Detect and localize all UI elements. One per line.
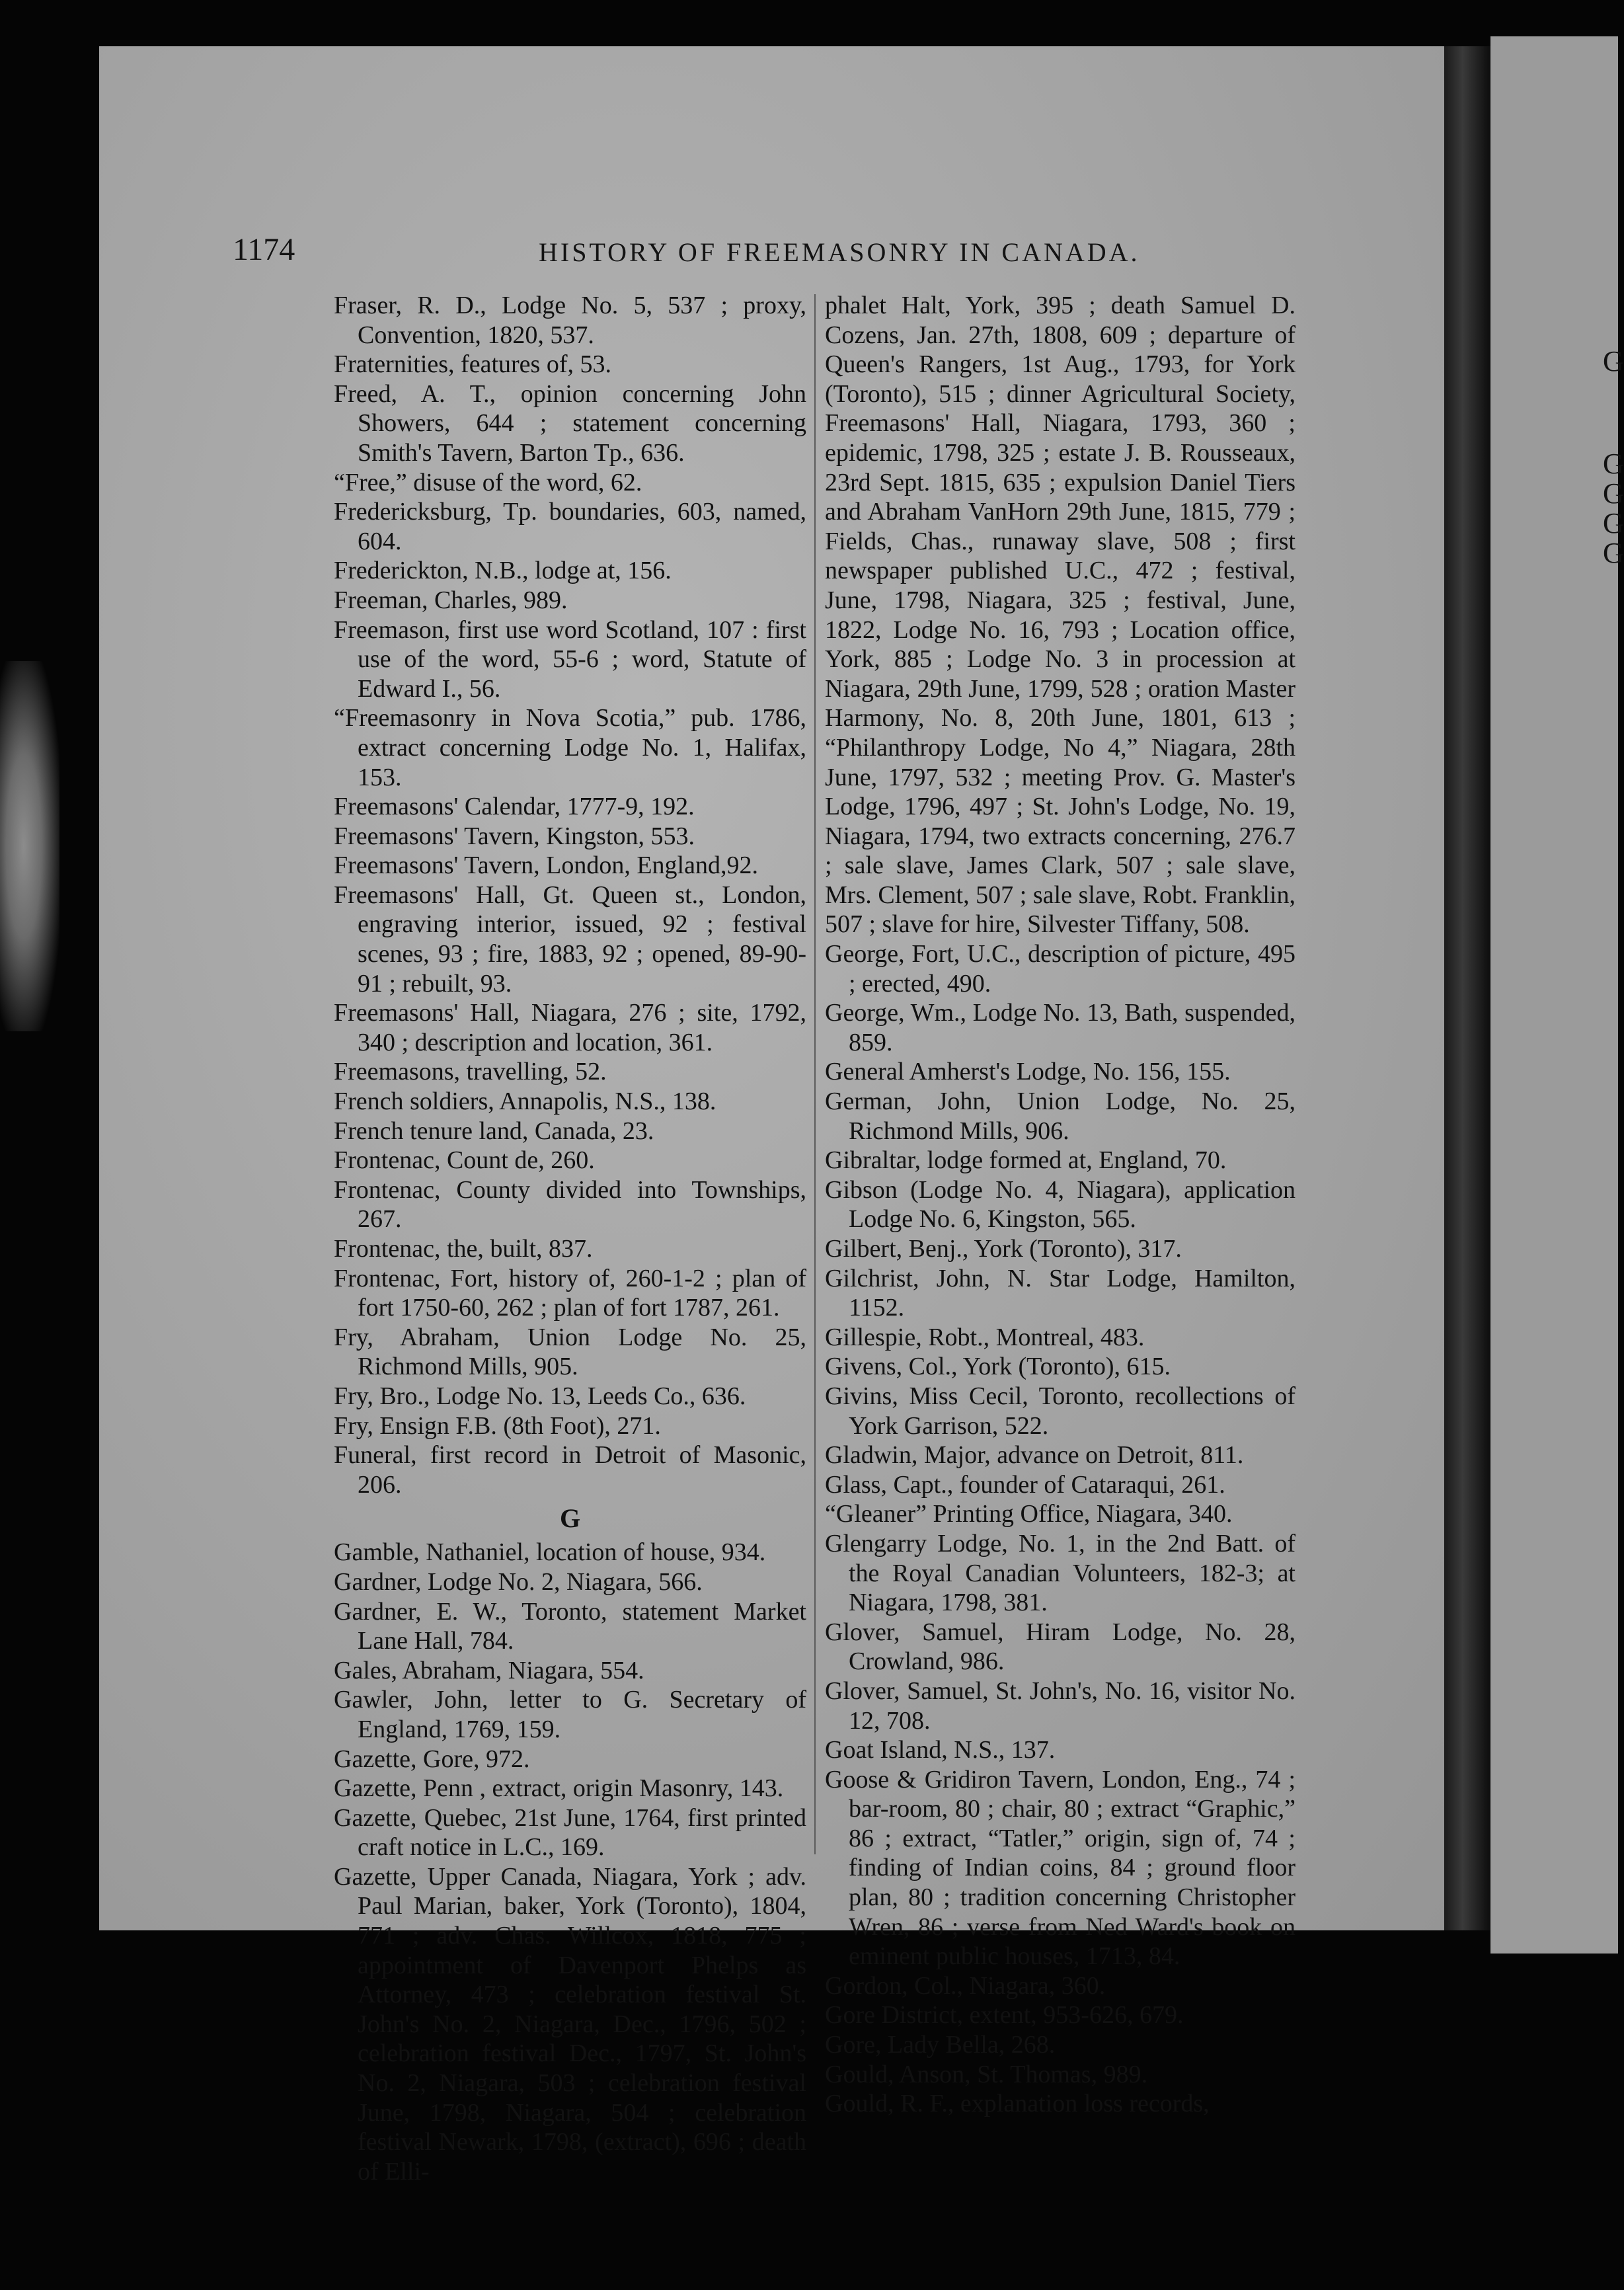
index-entry: French soldiers, Annapolis, N.S., 138. [334, 1087, 716, 1116]
index-entry: Frontenac, County divided into Townships, 267. [334, 1175, 806, 1234]
index-entry: General Amherst's Lodge, No. 156, 155. [825, 1058, 1231, 1086]
index-entry: Gillespie, Robt., Montreal, 483. [825, 1323, 1145, 1351]
book-spine [1444, 46, 1490, 1930]
index-entry: Gazette, Gore, 972. [334, 1745, 530, 1773]
index-entry: Goose & Gridiron Tavern, London, Eng., 74 ; bar-room, 80 ; chair, 80 ; extract “Graphic,” 86 ; extract, “Tatler,” origin, sign of, 74 ; finding of Indian coins, 84 ; ground floor plan, 80 ; tradition concerning Christopher Wren, 86 ; verse from Ned Ward's book on eminent public houses, 1713, 84. [825, 1765, 1295, 1971]
index-entry: Freemasons' Tavern, Kingston, 553. [334, 822, 695, 850]
section-letter: G [559, 1503, 581, 1534]
index-entry: Freemasons' Hall, Gt. Queen st., London, engraving interior, issued, 92 ; festival scenes, 93 ; fire, 1883, 92 ; opened, 89-90-91 ; rebuilt, 93. [334, 881, 806, 998]
index-entry: “Gleaner” Printing Office, Niagara, 340. [825, 1500, 1233, 1528]
index-entry: Gazette, Quebec, 21st June, 1764, first printed craft notice in L.C., 169. [334, 1803, 806, 1862]
page-number: 1174 [233, 232, 295, 267]
index-entry: Frontenac, Count de, 260. [334, 1146, 595, 1175]
facing-page-fragment: G [1603, 537, 1624, 569]
index-entry: Gardner, Lodge No. 2, Niagara, 566. [334, 1567, 703, 1596]
facing-page-fragment: G [1603, 477, 1624, 510]
index-entry: German, John, Union Lodge, No. 25, Richmond Mills, 906. [825, 1087, 1295, 1145]
index-entry: Gamble, Nathaniel, location of house, 934. [334, 1538, 766, 1567]
index-entry: Gilbert, Benj., York (Toronto), 317. [825, 1235, 1182, 1263]
page-edge-stain [0, 661, 59, 1031]
index-group-f [334, 291, 806, 1499]
index-entry: Gawler, John, letter to G. Secretary of England, 1769, 159. [334, 1686, 806, 1743]
index-group-g-continued [825, 939, 1295, 2119]
index-entry: Gilchrist, John, N. Star Lodge, Hamilton, 1152. [825, 1264, 1295, 1322]
index-entry: Fry, Abraham, Union Lodge No. 25, Richmond Mills, 905. [334, 1323, 806, 1381]
index-entry: “Free,” disuse of the word, 62. [334, 468, 642, 496]
index-entry: Freed, A. T., opinion concerning John Showers, 644 ; statement concerning Smith's Tavern, Barton Tp., 636. [334, 379, 806, 467]
index-entry: Goat Island, N.S., 137. [825, 1736, 1056, 1764]
index-entry: Freemasons' Hall, Niagara, 276 ; site, 1792, 340 ; description and location, 361. [334, 999, 806, 1056]
index-entry: Frederickton, N.B., lodge at, 156. [334, 557, 672, 585]
index-entry: Frontenac, the, built, 837. [334, 1235, 593, 1263]
index-entry: Gardner, E. W., Toronto, statement Market Lane Hall, 784. [334, 1597, 806, 1655]
index-entry: Gales, Abraham, Niagara, 554. [334, 1656, 644, 1684]
index-column-left [334, 291, 806, 2186]
facing-page-fragment: G [1603, 448, 1624, 480]
index-entry: Gibson (Lodge No. 4, Niagara), application Lodge No. 6, Kingston, 565. [825, 1175, 1295, 1234]
index-entry: Freemasons, travelling, 52. [334, 1058, 607, 1086]
index-entry: George, Wm., Lodge No. 13, Bath, suspended, 859. [825, 999, 1295, 1056]
index-entry: Funeral, first record in Detroit of Masonic, 206. [334, 1441, 806, 1499]
index-entry: George, Fort, U.C., description of picture, 495 ; erected, 490. [825, 940, 1295, 998]
index-entry: Givins, Miss Cecil, Toronto, recollections of York Garrison, 522. [825, 1382, 1295, 1440]
index-entry: Gazette, Upper Canada, Niagara, York ; adv. Paul Marian, baker, York (Toronto), 1804, 771 ; adv. Chas. Willcox, 1818, 775 ; appointment of Davenport Phelps as Attorney, 473 ; celebration festival St. John's No. 2, Niagara, Dec., 1796, 502 ; celebration festival Dec., 1797, St. John's No. 2, Niagara, 503 ; celebration festival June, 1798, Niagara, 504 ; celebration festival Newark, 1798, (extract), 696 ; death of Elli- [334, 1862, 806, 2186]
index-group-g [334, 1538, 806, 2186]
index-entry: “Freemasonry in Nova Scotia,” pub. 1786, extract concerning Lodge No. 1, Halifax, 153. [334, 704, 806, 791]
column-divider [814, 294, 816, 1854]
index-entry: Glover, Samuel, St. John's, No. 16, visitor No. 12, 708. [825, 1677, 1295, 1735]
index-entry: Gibraltar, lodge formed at, England, 70. [825, 1146, 1227, 1175]
index-entry: Gould, R. F., explanation loss records, [825, 2090, 1210, 2118]
index-entry: Frontenac, Fort, history of, 260-1-2 ; plan of fort 1750-60, 262 ; plan of fort 1787, 261. [334, 1264, 806, 1322]
index-entry: Glengarry Lodge, No. 1, in the 2nd Batt. of the Royal Canadian Volunteers, 182-3; at Niagara, 1798, 381. [825, 1529, 1295, 1617]
index-column-right [825, 291, 1295, 2119]
index-entry: Fry, Ensign F.B. (8th Foot), 271. [334, 1411, 661, 1440]
index-entry: Freemason, first use word Scotland, 107 : first use of the word, 55-6 ; word, Statute of Edward I., 56. [334, 615, 806, 703]
index-entry: Fredericksburg, Tp. boundaries, 603, named, 604. [334, 498, 806, 555]
index-entry: Fry, Bro., Lodge No. 13, Leeds Co., 636. [334, 1382, 746, 1410]
index-entry: Freemasons' Calendar, 1777-9, 192. [334, 793, 695, 821]
facing-page-edge [1490, 36, 1624, 1954]
index-entry: Glover, Samuel, Hiram Lodge, No. 28, Crowland, 986. [825, 1618, 1295, 1676]
running-head: HISTORY OF FREEMASONRY IN CANADA. [539, 237, 1140, 267]
index-entry: Gore, Lady Bella, 268. [825, 2031, 1056, 2059]
index-entry: Givens, Col., York (Toronto), 615. [825, 1353, 1171, 1381]
index-entry: Freemasons' Tavern, London, England,92. [334, 851, 758, 880]
index-entry: Gould, Anson, St. Thomas, 989. [825, 2060, 1148, 2088]
facing-page-fragment: G [1603, 345, 1624, 377]
index-entry: Fraser, R. D., Lodge No. 5, 537 ; proxy, Convention, 1820, 537. [334, 292, 806, 349]
index-entry: Gordon, Col., Niagara, 360. [825, 1971, 1106, 2000]
facing-page-fragment: G [1603, 507, 1624, 539]
index-entry: Fraternities, features of, 53. [334, 350, 611, 379]
index-entry: Gore District, extent, 953-626, 679. [825, 2001, 1184, 2030]
continued-entry: phalet Halt, York, 395 ; death Samuel D. Cozens, Jan. 27th, 1808, 609 ; departure of Queen's Rangers, 1st Aug., 1793, for York (Toronto), 515 ; dinner Agricultural Society, Freemasons' Hall, Niagara, 1793, 360 ; epidemic, 1798, 325 ; estate J. B. Rousseaux, 23rd Sept. 1815, 635 ; expulsion Daniel Tiers and Abraham VanHorn 29th June, 1815, 779 ; Fields, Chas., runaway slave, 508 ; first newspaper published U.C., 472 ; festival, June, 1798, Niagara, 325 ; festival, June, 1822, Lodge No. 16, 793 ; Location office, York, 885 ; Lodge No. 3 in procession at Niagara, 29th June, 1799, 528 ; oration Master Harmony, No. 8, 20th June, 1801, 613 ; “Philanthropy Lodge, No 4,” Niagara, 28th June, 1797, 532 ; meeting Prov. G. Master's Lodge, 1796, 497 ; St. John's Lodge, No. 19, Niagara, 1794, two extracts concerning, 276.7 ; sale slave, James Clark, 507 ; sale slave, Mrs. Clement, 507 ; sale slave, Robt. Franklin, 507 ; slave for hire, Silvester Tiffany, 508. [825, 292, 1295, 939]
index-entry: Freeman, Charles, 989. [334, 586, 568, 614]
index-entry: French tenure land, Canada, 23. [334, 1117, 654, 1145]
index-entry: Gazette, Penn , extract, origin Masonry, 143. [334, 1774, 784, 1803]
index-entry: Gladwin, Major, advance on Detroit, 811. [825, 1441, 1244, 1470]
index-entry: Glass, Capt., founder of Cataraqui, 261. [825, 1470, 1225, 1499]
